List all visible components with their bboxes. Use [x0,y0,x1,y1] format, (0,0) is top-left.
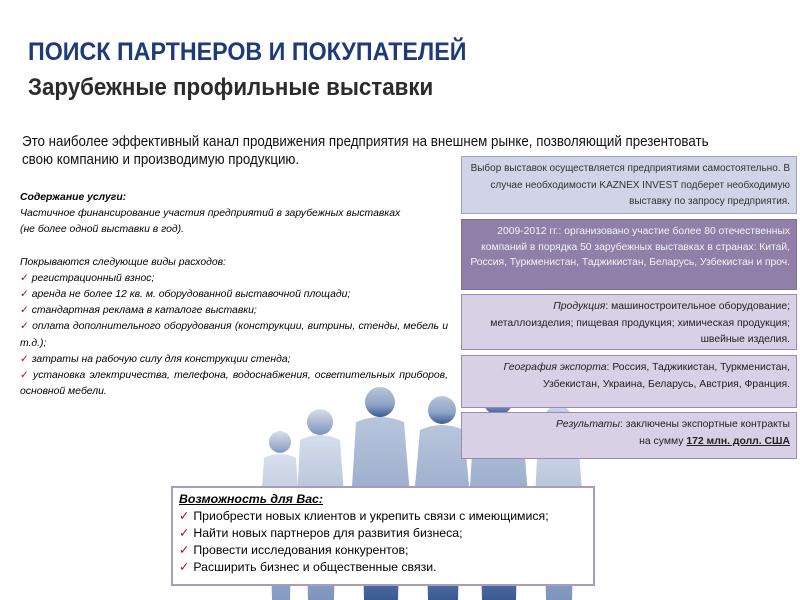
checkmark-icon: ✓ [179,560,190,574]
list-item [20,271,448,287]
list-item [20,352,448,368]
list-item-text: Расширить бизнес и общественные связи. [193,560,437,574]
products-text: : машиностроительное оборудование; металлоизделия; пищевая продукция; химическая продукция; швейные изделия. [490,301,790,346]
results-box [461,412,797,459]
results-prefix: на сумму [639,435,684,447]
list-item [179,542,587,559]
list-item-text: Приобрести новых клиентов и укрепить связи с имеющимися; [193,509,549,523]
service-heading: Содержание услуги: [20,192,127,203]
products-info-box [461,294,797,350]
list-item-text: аренда не более 12 кв. м. оборудованной выставочной площади; [31,289,351,301]
costs-heading: Покрываются следующие виды расходов: [20,256,226,268]
geography-text: : Россия, Таджикистан, Туркменистан, Узбекистан, Украина, Беларусь, Австрия, Франция. [542,362,790,390]
products-label: Продукция [553,301,606,312]
list-item [20,368,448,400]
checkmark-icon: ✓ [20,353,29,365]
results-text: : заключены экспортные контракты [619,419,790,430]
history-info-box [461,219,797,290]
geography-label: География экспорта [503,362,607,373]
list-item-text: оплата дополнительного оборудования (конструкции, витрины, стенды, мебель и т.д.); [20,321,448,349]
results-label: Результаты [555,419,620,430]
list-item-text: Найти новых партнеров для развития бизнеса; [193,526,463,540]
list-item [20,303,448,319]
results-amount: 172 млн. долл. США [686,435,790,447]
list-item [20,287,448,303]
list-item [179,508,587,525]
service-description [20,190,448,400]
service-line: (не более одной выставки в год). [20,224,184,236]
export-geography-box [461,355,797,408]
selection-text: Выбор выставок осуществляется предприятиями самостоятельно. В случае необходимости KAZNEX INVEST подберет необходимую выставку по запросу предприятия. [470,163,790,207]
checkmark-icon: ✓ [179,509,190,523]
intro-paragraph: Это наиболее эффективный канал продвижения предприятия на внешнем рынке, позволяющий презентовать свою компанию и производимую продукцию. [22,134,709,168]
list-item-text: стандартная реклама в каталоге выставки; [31,305,257,317]
list-item-text: установка электричества, телефона, водоснабжения, осветительных приборов, основной мебели. [20,370,448,398]
opportunity-heading: Возможность для Вас: [179,492,323,506]
list-item [179,559,587,576]
history-text: 2009-2012 гг.: организовано участие более 80 отечественных компаний в порядка 50 зарубежных выставках в странах: Китай, Россия, Туркменистан, Таджикистан, Беларусь, Узбекистан и проч. [470,226,790,268]
list-item-text: затраты на рабочую силу для конструкции стенда; [31,353,291,365]
list-item [20,319,448,351]
list-item-text: регистрационный взнос; [31,272,155,284]
checkmark-icon: ✓ [179,526,190,540]
opportunity-box [171,486,595,586]
selection-info-box [461,156,797,214]
page-subtitle: Зарубежные профильные выставки [28,74,434,101]
service-line: Частичное финансирование участия предприятий в зарубежных выставках [20,208,401,220]
page-title: ПОИСК ПАРТНЕРОВ И ПОКУПАТЕЛЕЙ [28,38,467,66]
checkmark-icon: ✓ [20,272,29,284]
checkmark-icon: ✓ [20,289,29,301]
list-item [179,525,587,542]
checkmark-icon: ✓ [20,321,30,333]
list-item-text: Провести исследования конкурентов; [193,543,409,557]
checkmark-icon: ✓ [20,370,31,382]
checkmark-icon: ✓ [179,543,190,557]
checkmark-icon: ✓ [20,305,29,317]
